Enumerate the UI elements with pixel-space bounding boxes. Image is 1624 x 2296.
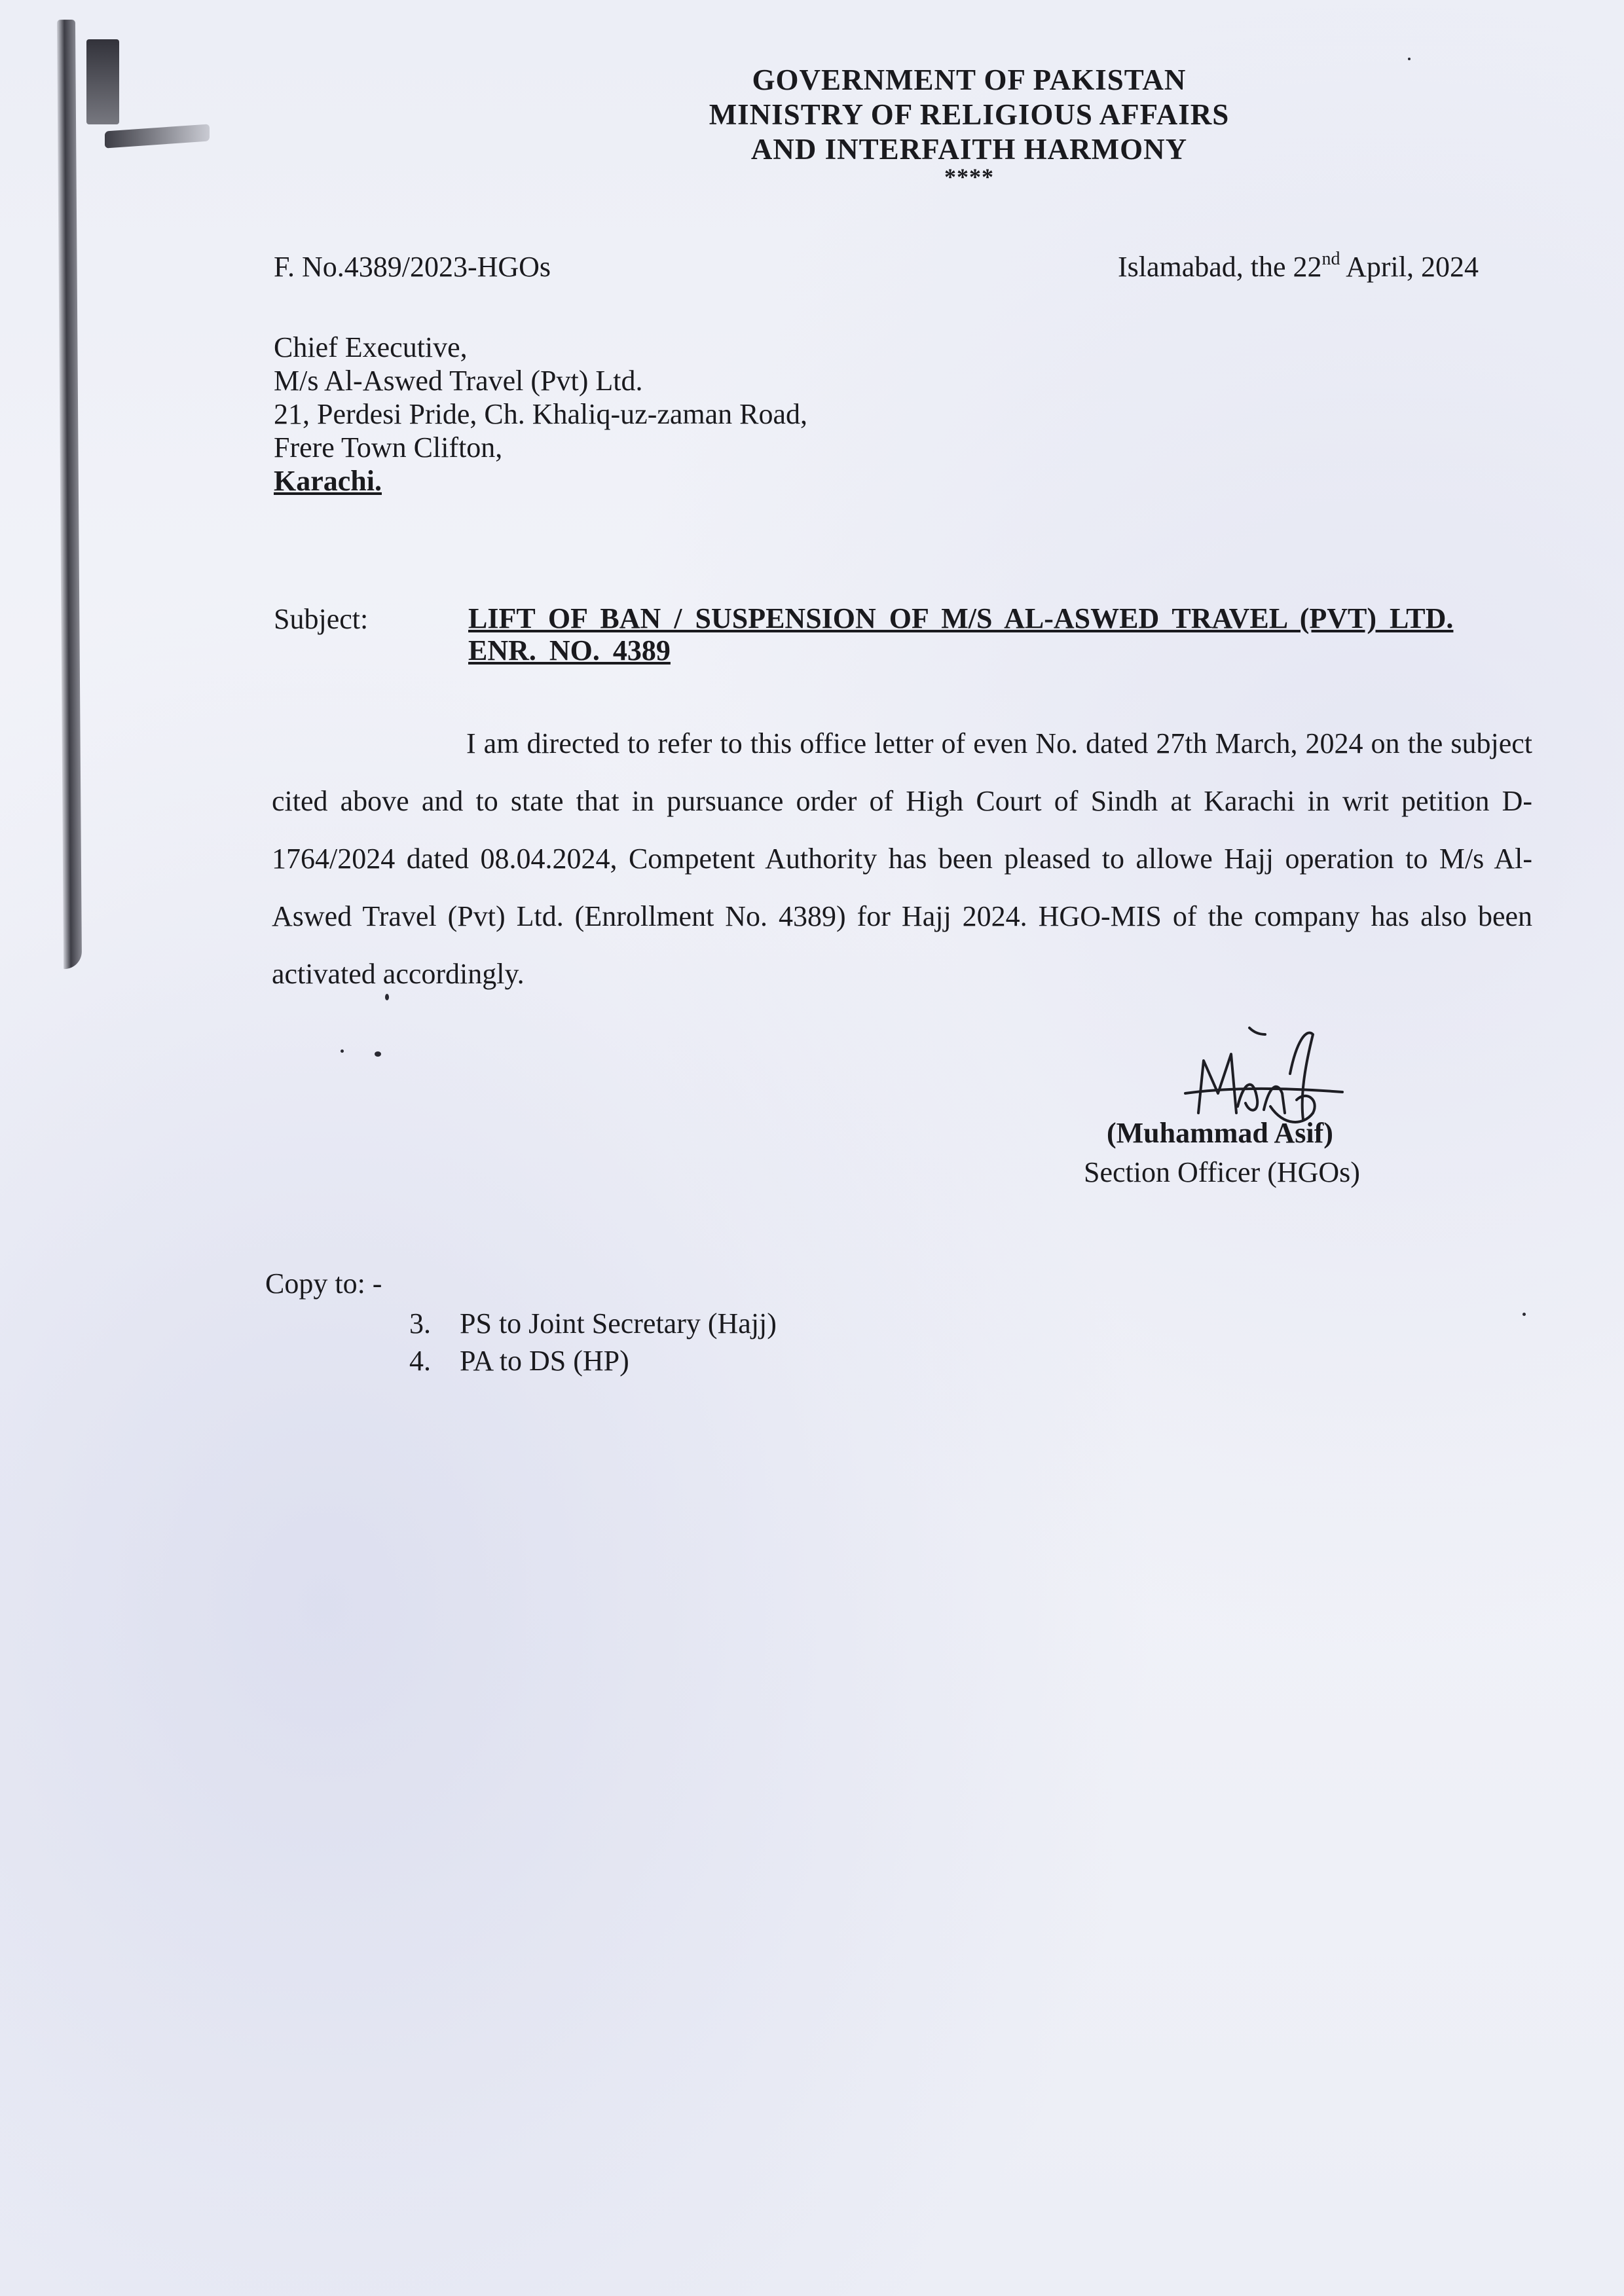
- address-line-company: M/s Al-Aswed Travel (Pvt) Ltd.: [274, 365, 643, 397]
- signatory-title: Section Officer (HGOs): [1084, 1156, 1360, 1188]
- copy-to-list: [409, 1305, 777, 1379]
- date-ordinal-suffix: nd: [1321, 249, 1340, 269]
- letterhead: [602, 63, 1336, 190]
- binder-edge-shadow: [57, 20, 82, 969]
- subject-text: LIFT OF BAN / SUSPENSION OF M/S AL-ASWED TRAVEL (PVT) LTD. ENR. NO. 4389: [468, 602, 1454, 666]
- subject-label: Subject:: [274, 603, 369, 635]
- letterhead-ministry: MINISTRY OF RELIGIOUS AFFAIRS: [709, 98, 1230, 131]
- copy-to-item-number: 3.: [409, 1307, 431, 1339]
- date-rest: April, 2024: [1340, 251, 1479, 283]
- date-prefix: Islamabad, the 22: [1117, 251, 1322, 283]
- ink-speck: [375, 1051, 381, 1057]
- ink-speck: [385, 994, 389, 1000]
- copy-to-item: [409, 1342, 777, 1379]
- binder-clip-shadow: [86, 39, 119, 124]
- letter-date: [1118, 250, 1479, 283]
- letter-body: I am directed to refer to this office letter of even No. dated 27th March, 2024 on the subject cited above and to state that in pursuance order of High Court of Sindh at Karachi in writ petition D-1764/2024 dated 08.04.2024, Competent Authority has been pleased to allowe Hajj operation to M/s Al-Aswed Travel (Pvt) Ltd. (Enrollment No. 4389) for Hajj 2024. HGO-MIS of the company has also been activated accordingly.: [272, 727, 1532, 990]
- copy-to-label: Copy to: -: [265, 1267, 382, 1300]
- ink-speck: [341, 1049, 344, 1053]
- address-city: Karachi.: [274, 465, 382, 497]
- file-number: F. No.4389/2023-HGOs: [274, 251, 551, 283]
- address-line-designation: Chief Executive,: [274, 331, 468, 363]
- copy-to-item-text: PS to Joint Secretary (Hajj): [460, 1307, 777, 1339]
- binder-clip-arm: [105, 124, 210, 148]
- copy-to-item-number: 4.: [409, 1345, 431, 1377]
- letterhead-government: GOVERNMENT OF PAKISTAN: [752, 64, 1187, 96]
- recipient-address: [274, 331, 807, 498]
- address-line-area: Frere Town Clifton,: [274, 431, 503, 464]
- address-line-street: 21, Perdesi Pride, Ch. Khaliq-uz-zaman Road,: [274, 398, 808, 430]
- ink-speck: [1408, 58, 1411, 60]
- signatory-name: (Muhammad Asif): [1107, 1117, 1333, 1149]
- letterhead-stars: ****: [944, 164, 994, 190]
- ink-speck: [1522, 1313, 1526, 1316]
- letterhead-interfaith: AND INTERFAITH HARMONY: [750, 133, 1188, 166]
- copy-to-item: [409, 1305, 777, 1342]
- copy-to-item-text: PA to DS (HP): [460, 1345, 629, 1377]
